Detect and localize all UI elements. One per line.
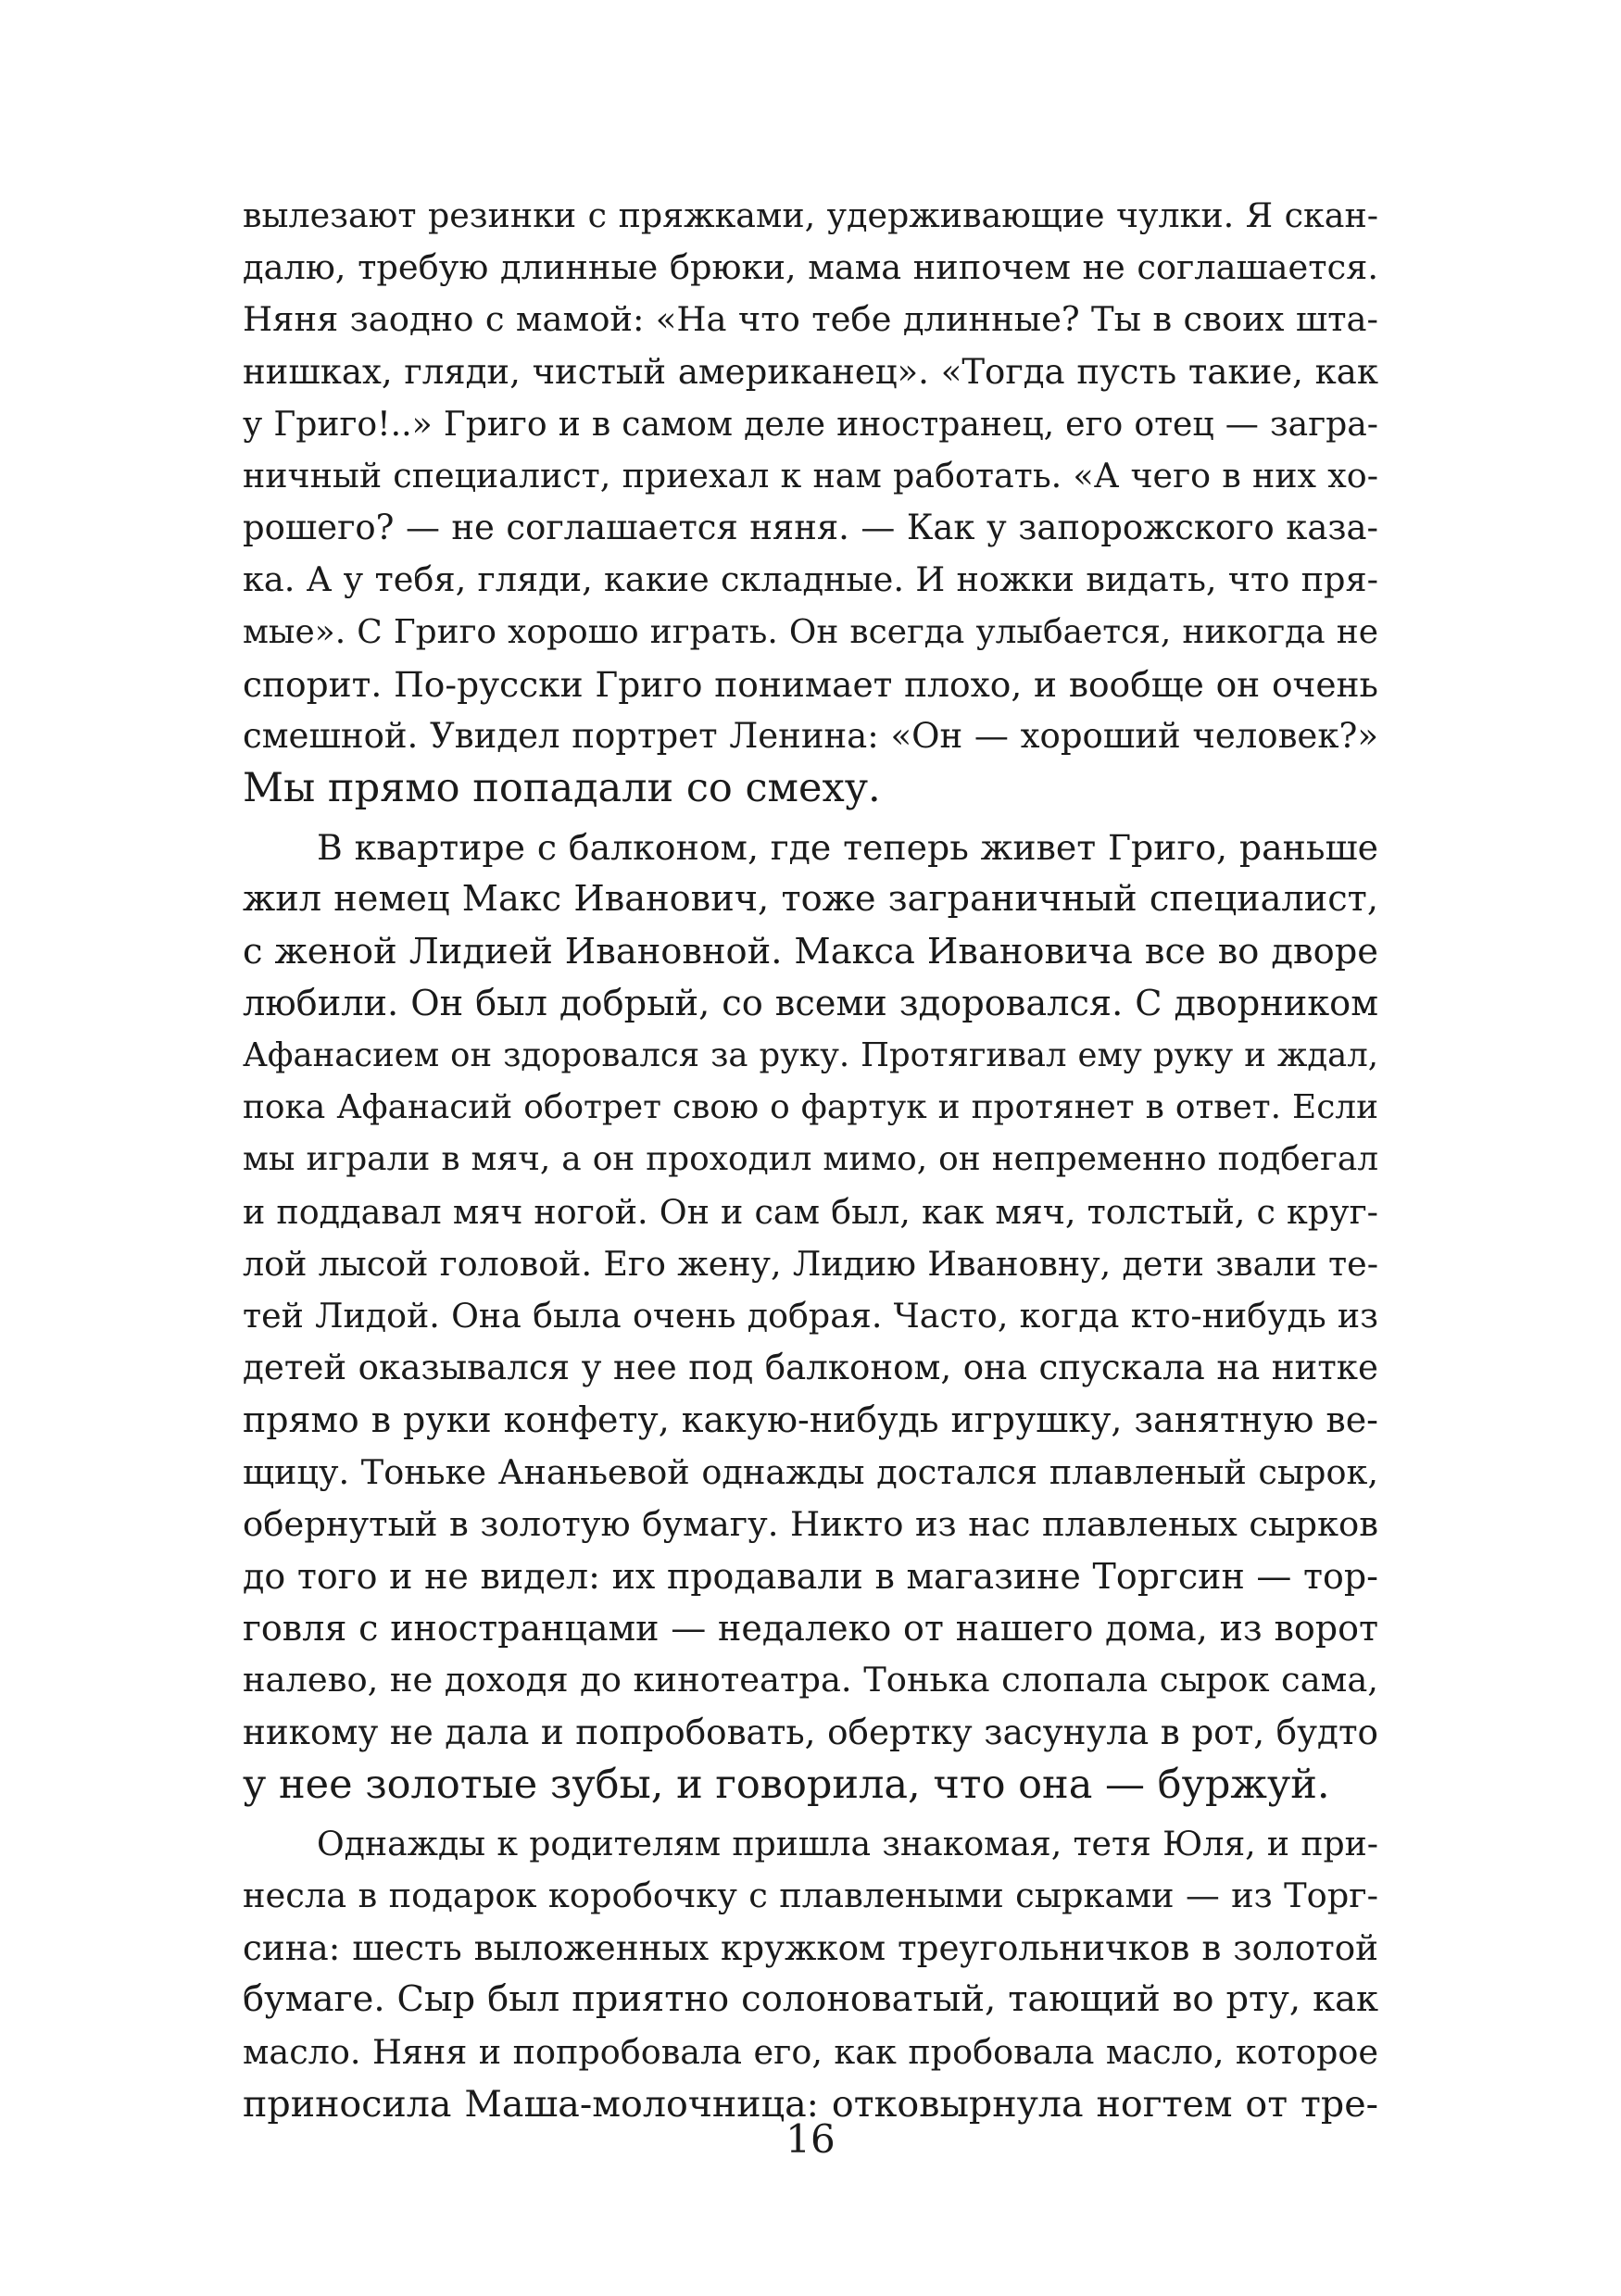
text-line: рошего? — не соглашается няня. — Как у запорожского каза-: [243, 508, 1378, 548]
text-line: с женой Лидией Ивановной. Макса Ивановича все во дворе: [243, 930, 1378, 972]
text-line: у Григо!..» Григо и в самом деле иностранец, его отец — загра-: [243, 403, 1378, 444]
paragraph-gap: [243, 814, 1378, 822]
paragraph-2: [243, 822, 1378, 1811]
document-page: [243, 190, 1378, 2130]
text-line: Однажды к родителям пришла знакомая, тетя Юля, и при-: [317, 1823, 1378, 1863]
text-line: щицу. Тоньке Ананьевой однажды достался плавленый сырок,: [243, 1451, 1378, 1492]
text-line: прямо в руки конфету, какую-нибудь игрушку, занятную ве-: [243, 1399, 1378, 1441]
text-line: любили. Он был добрый, со всеми здоровался. С дворником: [243, 982, 1378, 1024]
text-line: несла в подарок коробочку с плавлеными сырками — из Торг-: [243, 1876, 1378, 1915]
text-line: налево, не доходя до кинотеатра. Тонька слопала сырок сама,: [243, 1660, 1378, 1700]
paragraph-1: [243, 190, 1378, 814]
text-line: сина: шесть выложенных кружком треугольничков в золотой: [243, 1927, 1378, 1969]
text-line: масло. Няня и попробовала его, как пробовала масло, которое: [243, 2031, 1378, 2072]
text-line: В квартире с балконом, где теперь живет Григо, раньше: [317, 827, 1378, 869]
text-line: приносила Маша-молочница: отковырнула ногтем от тре-: [243, 2082, 1378, 2126]
text-line: мые». С Григо хорошо играть. Он всегда улыбается, никогда не: [243, 612, 1378, 651]
text-line: до того и не видел: их продавали в магазине Торгсин — тор-: [243, 1555, 1378, 1597]
text-line: лой лысой головой. Его жену, Лидию Ивановну, дети звали те-: [243, 1243, 1378, 1284]
paragraph-3: [243, 1818, 1378, 2130]
text-line: Афанасием он здоровался за руку. Протягивал ему руку и ждал,: [243, 1036, 1378, 1074]
text-line: пока Афанасий оботрет свою о фартук и протянет в ответ. Если: [243, 1088, 1378, 1127]
text-line: говля с иностранцами — недалеко от нашего дома, из ворот: [243, 1608, 1378, 1650]
text-line: детей оказывался у нее под балконом, она спускала на нитке: [243, 1348, 1378, 1388]
text-line: спорит. По-русски Григо понимает плохо, и вообще он очень: [243, 663, 1378, 705]
text-line: никому не дала и попробовать, обертку засунула в рот, будто: [243, 1712, 1378, 1753]
text-line: обернутый в золотую бумагу. Никто из нас плавленых сырков: [243, 1503, 1378, 1544]
text-line: Няня заодно с мамой: «На что тебе длинные? Ты в своих шта-: [243, 299, 1378, 340]
page-number: 16: [785, 2116, 836, 2162]
text-line: и поддавал мяч ногой. Он и сам был, как мяч, толстый, с круг-: [243, 1191, 1378, 1232]
text-line: вылезают резинки с пряжками, удерживающие чулки. Я скан-: [243, 195, 1378, 235]
text-line: мы играли в мяч, а он проходил мимо, он непременно подбегал: [243, 1140, 1378, 1179]
paragraph-gap: [243, 1811, 1378, 1818]
text-line: далю, требую длинные брюки, мама нипочем не соглашается.: [243, 247, 1378, 288]
text-line: бумаге. Сыр был приятно солоноватый, тающий во рту, как: [243, 1978, 1378, 2021]
text-line: ничный специалист, приехал к нам работать. «А чего в них хо-: [243, 455, 1378, 496]
text-line: тей Лидой. Она была очень добрая. Часто, когда кто-нибудь из: [243, 1295, 1378, 1336]
text-line: у нее золотые зубы, и говорила, что она — буржуй.: [243, 1761, 1330, 1808]
text-line: смешной. Увидел портрет Ленина: «Он — хороший человек?»: [243, 715, 1378, 756]
text-line: жил немец Макс Иванович, тоже заграничный специалист,: [243, 878, 1378, 921]
text-line: нишках, гляди, чистый американец». «Тогда пусть такие, как: [243, 351, 1378, 392]
text-line: Мы прямо попадали со смеху.: [243, 765, 881, 812]
text-line: ка. А у тебя, гляди, какие складные. И ножки видать, что пря-: [243, 559, 1378, 600]
